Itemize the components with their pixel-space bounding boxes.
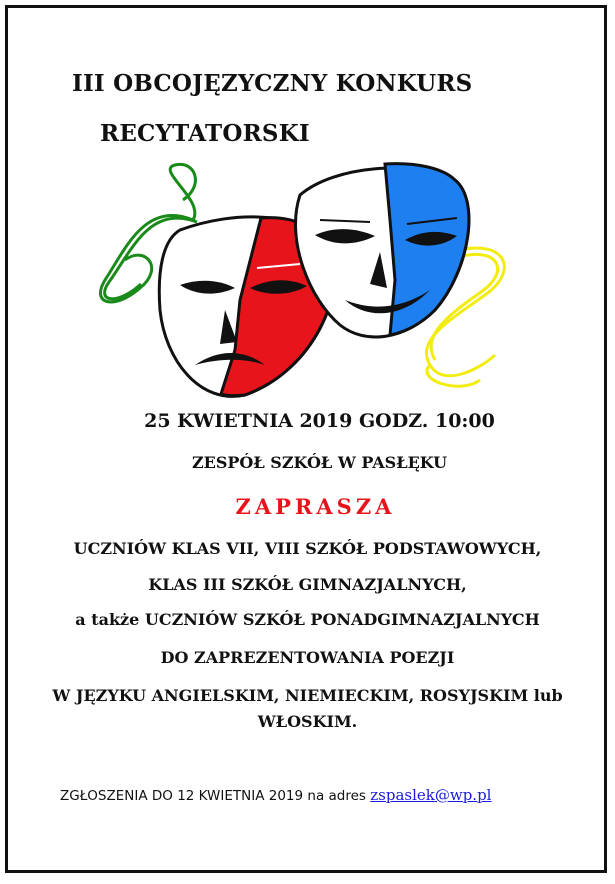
audience-line-5: W JĘZYKU ANGIELSKIM, NIEMIECKIM, ROSYJSKIM lub xyxy=(52,686,563,705)
theatre-masks-icon xyxy=(85,160,525,400)
audience-line-4: DO ZAPREZENTOWANIA POEZJI xyxy=(160,648,455,667)
organizer-name: ZESPÓŁ SZKÓŁ W PASŁĘKU xyxy=(191,453,448,472)
contact-email-link[interactable]: zspaslek@wp.pl xyxy=(370,786,492,804)
poster-title-line-2: RECYTATORSKI xyxy=(100,120,310,147)
audience-line-3: a także UCZNIÓW SZKÓŁ PONADGIMNAZJALNYCH xyxy=(75,610,540,629)
invite-heading: ZAPRASZA xyxy=(235,494,396,519)
event-date: 25 KWIETNIA 2019 GODZ. 10:00 xyxy=(144,410,495,432)
audience-line-2: KLAS III SZKÓŁ GIMNAZJALNYCH, xyxy=(148,575,467,594)
registration-note xyxy=(60,786,491,804)
audience-line-6: WŁOSKIM. xyxy=(257,712,358,731)
poster-title-line-1: III OBCOJĘZYCZNY KONKURS xyxy=(72,70,473,97)
audience-line-1: UCZNIÓW KLAS VII, VIII SZKÓŁ PODSTAWOWYCH, xyxy=(73,539,542,558)
registration-text: ZGŁOSZENIA DO 12 KWIETNIA 2019 na adres xyxy=(60,788,371,804)
